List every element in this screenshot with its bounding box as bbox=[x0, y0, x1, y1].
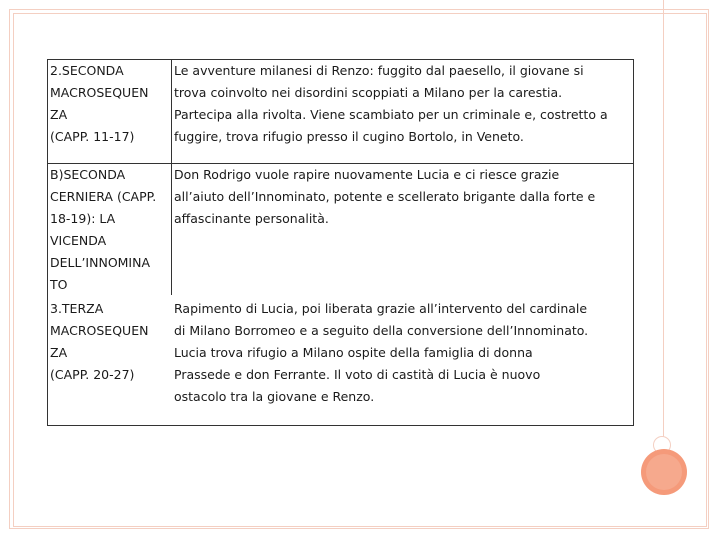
description-line: Rapimento di Lucia, poi liberata grazie all’intervento del cardinale bbox=[174, 301, 588, 316]
description-line: Don Rodrigo vuole rapire nuovamente Lucia e ci riesce grazie bbox=[174, 167, 560, 182]
section-description bbox=[171, 59, 640, 163]
description-line: affascinante personalità. bbox=[174, 211, 329, 226]
description-line: all’aiuto dell’Innominato, potente e scellerato brigante dalla forte e bbox=[174, 189, 596, 204]
label-line: 2.SECONDA bbox=[50, 63, 124, 78]
description-line: Lucia trova rifugio a Milano ospite della famiglia di donna bbox=[174, 345, 533, 360]
description-line: Partecipa alla rivolta. Viene scambiato per un criminale e, costretto a bbox=[174, 107, 608, 122]
label-line: (CAPP. 11-17) bbox=[50, 129, 135, 144]
label-line: ZA bbox=[50, 107, 68, 122]
description-line: Le avventure milanesi di Renzo: fuggito dal paesello, il giovane si bbox=[174, 63, 584, 78]
row-divider bbox=[47, 163, 634, 164]
label-line: CERNIERA (CAPP. bbox=[50, 189, 157, 204]
label-line: (CAPP. 20-27) bbox=[50, 367, 135, 382]
label-line: 3.TERZA bbox=[50, 301, 104, 316]
decorative-line bbox=[663, 0, 664, 448]
description-line: fuggire, trova rifugio presso il cugino Bortolo, in Veneto. bbox=[174, 129, 524, 144]
section-description bbox=[171, 297, 640, 409]
section-label bbox=[47, 297, 171, 409]
label-line: MACROSEQUEN bbox=[50, 85, 149, 100]
decorative-circle-inner bbox=[646, 454, 682, 490]
label-line: 18-19): LA bbox=[50, 211, 116, 226]
table-row bbox=[47, 297, 640, 409]
column-divider bbox=[171, 59, 172, 295]
label-line: B)SECONDA bbox=[50, 167, 126, 182]
label-line: VICENDA bbox=[50, 233, 107, 248]
section-label bbox=[47, 59, 171, 163]
description-line: trova coinvolto nei disordini scoppiati a Milano per la carestia. bbox=[174, 85, 563, 100]
section-description bbox=[171, 163, 640, 297]
label-line: TO bbox=[50, 277, 68, 292]
section-label bbox=[47, 163, 171, 297]
label-line: MACROSEQUEN bbox=[50, 323, 149, 338]
label-line: DELL’INNOMINA bbox=[50, 255, 151, 270]
table-row bbox=[47, 163, 640, 297]
table-row bbox=[47, 59, 640, 163]
chapter-table bbox=[47, 59, 640, 409]
label-line: ZA bbox=[50, 345, 68, 360]
description-line: ostacolo tra la giovane e Renzo. bbox=[174, 389, 375, 404]
description-line: di Milano Borromeo e a seguito della conversione dell’Innominato. bbox=[174, 323, 589, 338]
decorative-circle bbox=[641, 449, 687, 495]
description-line: Prassede e don Ferrante. Il voto di castità di Lucia è nuovo bbox=[174, 367, 541, 382]
